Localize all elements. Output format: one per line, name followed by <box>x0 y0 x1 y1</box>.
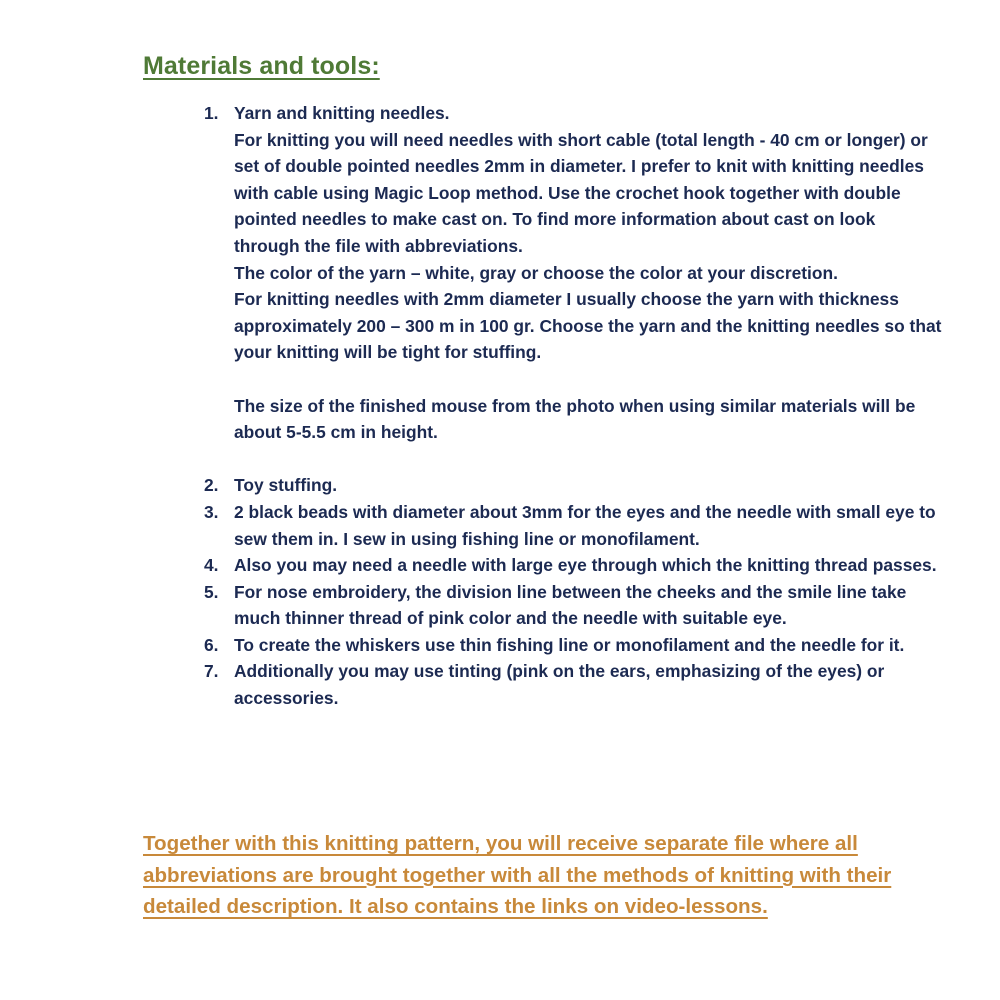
paragraph-spacer <box>234 366 944 393</box>
list-item-number: 7. <box>204 661 219 682</box>
list-item-paragraph: The color of the yarn – white, gray or choose the color at your discretion. <box>234 262 838 283</box>
list-item-number: 2. <box>204 475 219 496</box>
list-item <box>204 552 944 579</box>
list-item <box>204 100 944 446</box>
list-item <box>204 472 944 499</box>
list-item-number: 6. <box>204 634 219 655</box>
list-item-number: 5. <box>204 581 219 602</box>
list-item-text: To create the whiskers use thin fishing line or monofilament and the needle for it. <box>234 634 905 655</box>
list-item-number: 3. <box>204 501 219 522</box>
list-item-title: Yarn and knitting needles. <box>234 103 450 123</box>
list-item-number: 1. <box>204 103 219 123</box>
list-item-paragraph: The size of the finished mouse from the photo when using similar materials will be about 5-5.5 cm in height. <box>234 395 916 443</box>
list-item <box>204 658 944 711</box>
list-item-text: 2 black beads with diameter about 3mm for the eyes and the needle with small eye to sew them in. I sew in using fishing line or monofilament. <box>234 501 936 549</box>
list-item <box>204 499 944 552</box>
list-item-paragraph: For knitting you will need needles with short cable (total length - 40 cm or longer) or set of double pointed needles 2mm in diameter. I prefer to knit with knitting needles with cable using Magic Loop method. Use the crochet hook together with double pointed needles to make cast on. To find more information about cast on look through the file with abbreviations. <box>234 129 928 256</box>
list-item-paragraph: For knitting needles with 2mm diameter I usually choose the yarn with thickness approximately 200 – 300 m in 100 gr. Choose the yarn and the knitting needles so that your knitting will be tight for stuffing. <box>234 289 942 363</box>
list-item <box>204 632 944 659</box>
footer-note: Together with this knitting pattern, you will receive separate file where all abbreviations are brought together with all the methods of knitting with their detailed description. It also contains the links on video-lessons. <box>143 832 892 918</box>
list-item <box>204 579 944 632</box>
section-heading: Materials and tools: <box>143 52 380 80</box>
list-item-number: 4. <box>204 555 219 576</box>
list-item-text: For nose embroidery, the division line between the cheeks and the smile line take much thinner thread of pink color and the needle with suitable eye. <box>234 581 907 629</box>
list-item-text: Also you may need a needle with large eye through which the knitting thread passes. <box>234 555 937 576</box>
list-item-text: Toy stuffing. <box>234 475 338 496</box>
materials-list <box>204 100 944 712</box>
list-item-text: Additionally you may use tinting (pink on the ears, emphasizing of the eyes) or accessories. <box>234 661 885 709</box>
